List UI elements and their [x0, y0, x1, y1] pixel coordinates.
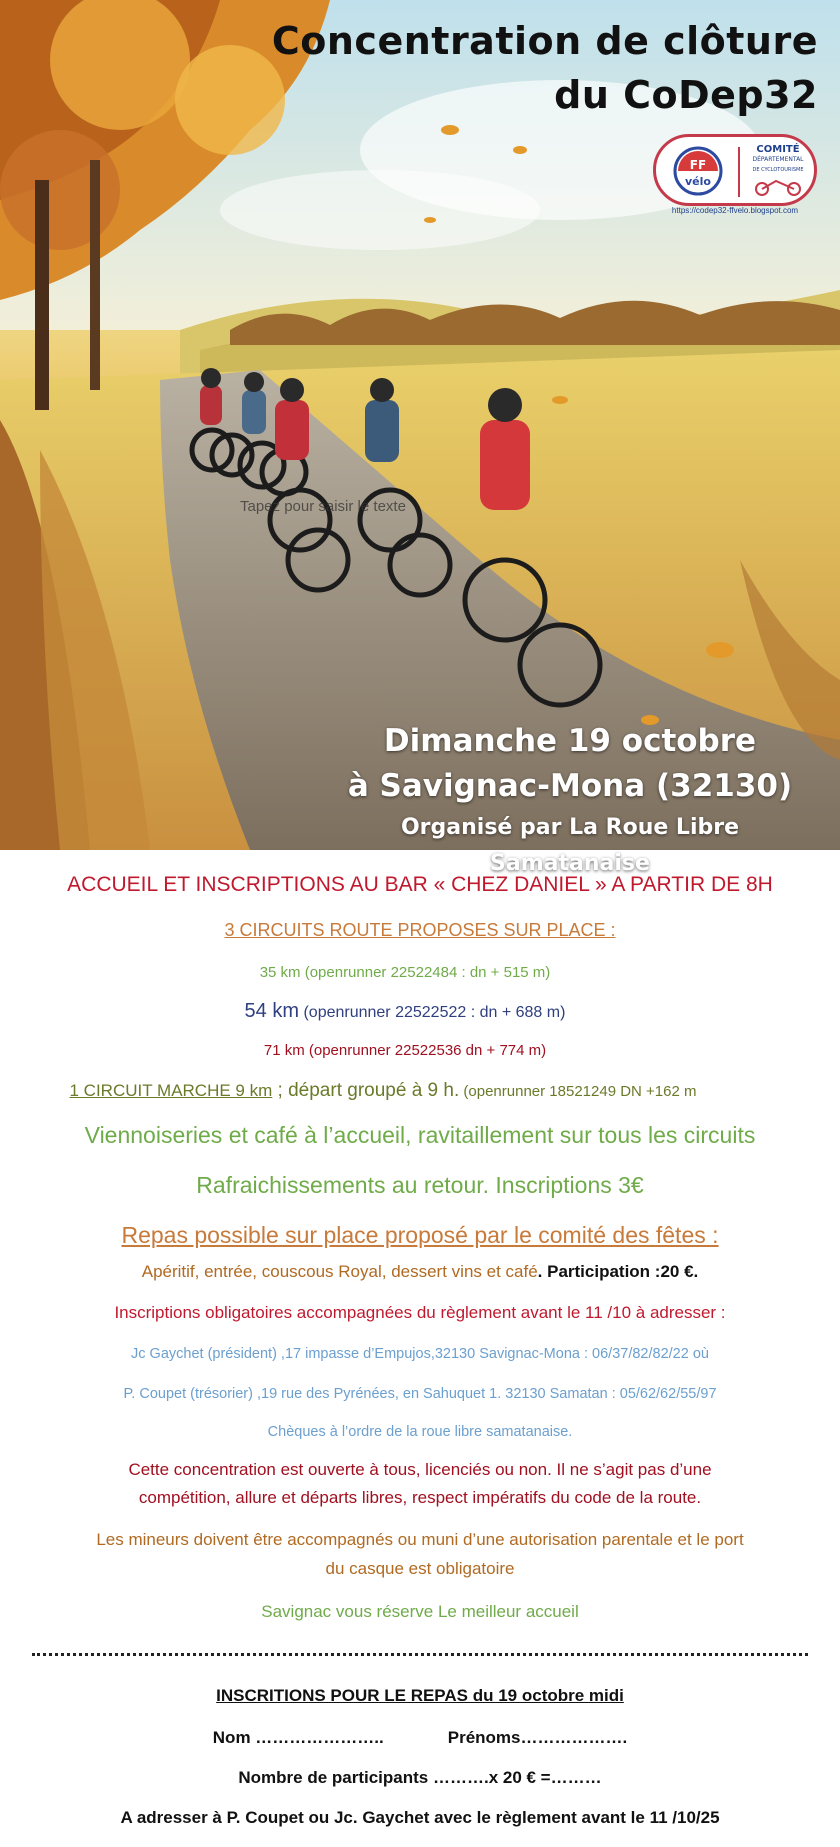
ffvelo-emblem-icon: [672, 145, 724, 197]
circuit-54km-distance: 54 km: [244, 1000, 300, 1022]
logo-ff-text: FF: [689, 158, 707, 172]
pastries-line: Viennoiseries et café à l’accueil, ravitaillement sur tous les circuits: [84, 1122, 756, 1148]
cyclist-logo-icon: [748, 175, 808, 197]
logo-url[interactable]: https://codep32-ffvelo.blogspot.com: [671, 206, 799, 215]
logo-org-text: [744, 145, 812, 200]
open-line-2: compétition, allure et départs libres, respect impératifs du code de la route.: [138, 1488, 702, 1507]
circuit-54km: [0, 1000, 825, 1023]
cheques-line: Chèques à l’ordre de la roue libre samatanaise.: [267, 1424, 573, 1440]
form-send-to: A adresser à P. Coupet ou Jc. Gaychet avec le règlement avant le 11 /10/25: [120, 1808, 720, 1827]
meal-menu: Apéritif, entrée, couscous Royal, dessert vins et café: [141, 1262, 538, 1281]
meal-details: [0, 1262, 840, 1282]
registration-required: Inscriptions obligatoires accompagnées du règlement avant le 11 /10 à adresser :: [114, 1303, 726, 1322]
meal-price: . Participation :20 €.: [537, 1262, 699, 1281]
form-heading-title: INSCRITIONS POUR LE REPAS: [216, 1686, 469, 1705]
circuit-71km: 71 km (openrunner 22522536 dn + 774 m): [263, 1042, 547, 1059]
refreshments-line: Rafraichissements au retour. Inscriptions 3€: [196, 1172, 644, 1198]
poster-title-line1: Concentration de clôture: [271, 19, 818, 63]
form-nom-field[interactable]: Nom …………………..: [212, 1728, 384, 1747]
form-heading: [0, 1686, 840, 1706]
logo-org-line2: DÉPARTEMENTAL: [752, 156, 804, 163]
minors-line-2: du casque est obligatoire: [325, 1559, 515, 1578]
ffvelo-logo: [653, 134, 817, 206]
open-line-1: Cette concentration est ouverte à tous, licenciés ou non. Il ne s’agit pas d’une: [128, 1460, 712, 1479]
minors-line-1: Les mineurs doivent être accompagnés ou muni d’une autorisation parentale et le port: [96, 1530, 744, 1549]
meal-heading: Repas possible sur place proposé par le comité des fêtes :: [121, 1222, 719, 1248]
form-participants-field[interactable]: Nombre de participants ……….x 20 € =………: [238, 1768, 602, 1787]
logo-velo-text: vélo: [685, 175, 711, 188]
walk-label: 1 CIRCUIT MARCHE 9 km: [69, 1081, 273, 1100]
logo-org-line3: DE CYCLOTOURISME: [752, 167, 804, 173]
contact-president: Jc Gaychet (président) ,17 impasse d’Empujos,32130 Savignac-Mona : 06/37/82/82/22 où: [131, 1346, 709, 1362]
contact-treasurer: P. Coupet (trésorier) ,19 rue des Pyrénées, en Sahuquet 1. 32130 Samatan : 05/62/62/55/97: [123, 1386, 717, 1402]
event-organizer: Organisé par La Roue Libre Samatanaise: [400, 815, 740, 876]
walk-details: (openrunner 18521249 DN +162 m: [459, 1083, 697, 1100]
welcome-closing: Savignac vous réserve Le meilleur accueil: [261, 1602, 579, 1621]
walk-depart: ; départ groupé à 9 h.: [272, 1080, 460, 1101]
circuit-54km-details: (openrunner 22522522 : dn + 688 m): [299, 1004, 566, 1021]
circuits-heading: 3 CIRCUITS ROUTE PROPOSES SUR PLACE :: [224, 920, 616, 940]
text-placeholder[interactable]: Tapez pour saisir le texte: [240, 498, 406, 515]
event-info: [330, 718, 810, 882]
event-place: à Savignac-Mona (32130): [347, 768, 793, 804]
cut-line: [32, 1653, 808, 1660]
event-date: Dimanche 19 octobre: [383, 723, 757, 759]
form-heading-date: du 19 octobre midi: [468, 1686, 624, 1705]
poster-title: [258, 14, 818, 122]
circuit-35km: 35 km (openrunner 22522484 : dn + 515 m): [259, 964, 551, 981]
form-names-row: [0, 1728, 840, 1748]
form-prenoms-field[interactable]: Prénoms……………….: [447, 1728, 628, 1747]
poster-title-line2: du CoDep32: [554, 73, 818, 117]
welcome-line: ACCUEIL ET INSCRIPTIONS AU BAR « CHEZ DANIEL » A PARTIR DE 8H: [67, 873, 773, 896]
walk-circuit: [0, 1080, 803, 1102]
hero-illustration: [0, 0, 840, 876]
logo-org-line1: COMITÉ: [756, 144, 800, 155]
logo-divider: [738, 147, 740, 197]
